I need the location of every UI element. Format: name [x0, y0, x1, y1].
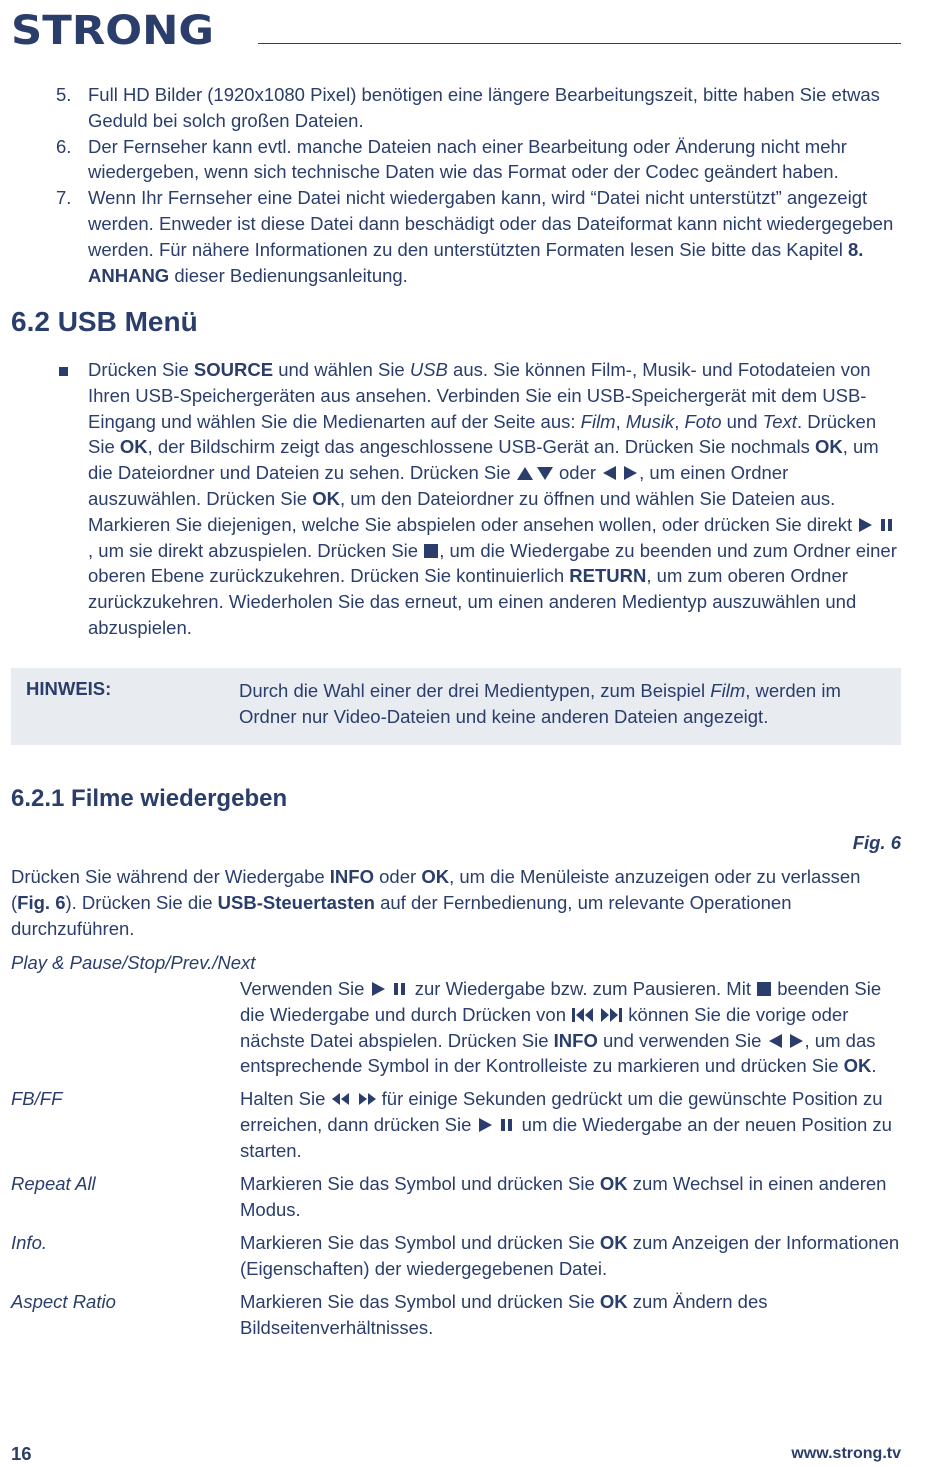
page-number: 16: [11, 1443, 32, 1464]
play-pause-icon: [477, 1117, 517, 1133]
term-play-pause: Play & Pause/Stop/Prev./Next: [11, 952, 256, 973]
prev-next-icon: [571, 1007, 623, 1023]
section-title-usb-menu: 6.2 USB Menü: [11, 306, 198, 337]
list-text: Full HD Bilder (1920x1080 Pixel) benötigen eine längere Bearbeitungszeit, bitte haben Sie etwas Geduld bei solch großen Dateien.: [88, 84, 880, 131]
section-title-play-films: 6.2.1 Filme wiedergeben: [11, 785, 288, 812]
term-repeat-all: Repeat All: [11, 1173, 96, 1194]
chapter-reference: 8. ANHANG: [88, 238, 864, 286]
list-number: 5.: [56, 84, 72, 105]
header-rule: [258, 43, 901, 44]
note-label: HINWEIS:: [26, 678, 112, 699]
desc-fb-ff: Halten Sie für einige Sekunden gedrückt um die gewünschte Position zu erreichen, dann drücken Sie um die Wiedergabe an der neuen Position zu starten.: [240, 1088, 892, 1161]
list-item: [0, 185, 950, 288]
list-item: [0, 82, 950, 134]
list-item: [0, 134, 950, 186]
term-info: Info.: [11, 1232, 47, 1253]
website-link[interactable]: www.strong.tv: [791, 1445, 901, 1462]
left-right-arrows-icon: [601, 465, 639, 481]
list-text: Wenn Ihr Fernseher eine Datei nicht wiedergaben kann, wird “Datei nicht unterstützt” angezeigt werden. Enweder ist diese Datei dann beschädigt oder das Dateiformat kann nicht wiedergegeben werden. Für nähere Informationen zu den unterstützten Formaten lesen Sie bitte das Kapitel 8. ANHANG dieser Bedienungsanleitung.: [88, 187, 894, 286]
up-down-arrows-icon: [516, 465, 554, 481]
play-pause-icon: [857, 517, 897, 533]
strong-logo: [11, 10, 216, 50]
stop-icon: [423, 543, 439, 559]
desc-repeat-all: Markieren Sie das Symbol und drücken Sie OK zum Wechsel in einen anderen Modus.: [240, 1173, 887, 1220]
rewind-forward-icon: [331, 1091, 377, 1107]
note-box: [11, 668, 901, 745]
stop-icon: [756, 981, 772, 997]
figure-reference: Fig. 6: [852, 832, 901, 853]
term-fb-ff: FB/FF: [11, 1088, 63, 1109]
logo-text: STRONG: [11, 10, 214, 50]
play-pause-icon: [370, 981, 410, 997]
left-right-arrows-icon: [767, 1033, 805, 1049]
usb-instructions: [0, 357, 950, 641]
numbered-list: [0, 82, 950, 288]
desc-aspect-ratio: Markieren Sie das Symbol und drücken Sie OK zum Ändern des Bildseitenverhältnisses.: [240, 1291, 768, 1338]
note-text: Durch die Wahl einer der drei Medientypen, zum Beispiel Film, werden im Ordner nur Video-Dateien und keine anderen Dateien angezeigt.: [239, 680, 841, 727]
bullet-marker: [59, 367, 68, 376]
list-number: 6.: [56, 135, 72, 157]
usb-paragraph: Drücken Sie SOURCE und wählen Sie USB aus. Sie können Film-, Musik- und Fotodateien von Ihren USB-Speichergeräten aus ansehen. Verbinden Sie ein USB-Speichergerät mit dem USB-Eingang und wählen Sie die Medienarten auf der Seite aus: Film, Musik, Foto und Text. Drücken Sie OK, der Bildschirm zeigt das angeschlossene USB-Gerät an. Drücken Sie nochmals OK, um die Dateiordner und Dateien zu sehen. Drücken Sie oder , um einen Ordner auszuwählen. Drücken Sie OK, um den Dateiordner zu öffnen und wählen Sie Dateien aus. Markieren Sie diejenigen, welche Sie abspielen oder ansehen wollen, oder drücken Sie direkt , um sie direkt abzuspielen. Drücken Sie , um die Wiedergabe zu beenden und zum Ordner einer oberen Ebene zurückzukehren. Drücken Sie kontinuierlich RETURN, um zum oberen Ordner zurückzukehren. Wiederholen Sie das erneut, um einen anderen Medientyp auszuwählen und abzuspielen.: [88, 359, 897, 638]
desc-play-pause: Verwenden Sie zur Wiedergabe bzw. zum Pausieren. Mit beenden Sie die Wiedergabe und durch Drücken von können Sie die vorige oder nächste Datei abspielen. Drücken Sie INFO und verwenden Sie , um das entsprechende Symbol in der Kontrolleiste zu markieren und drücken Sie OK.: [240, 978, 882, 1077]
intro-paragraph: Drücken Sie während der Wiedergabe INFO oder OK, um die Menüleiste anzuzeigen oder zu verlassen (Fig. 6). Drücken Sie die USB-Steuertasten auf der Fernbedienung, um relevante Operationen durchzuführen.: [11, 866, 861, 939]
term-aspect-ratio: Aspect Ratio: [11, 1291, 116, 1312]
list-number: 7.: [56, 187, 72, 209]
list-text: Der Fernseher kann evtl. manche Dateien nach einer Bearbeitung oder Änderung nicht mehr wiedergeben, wenn sich technische Daten wie das Format oder der Codec geändert haben.: [88, 135, 847, 183]
desc-info: Markieren Sie das Symbol und drücken Sie OK zum Anzeigen der Informationen (Eigenschaften) der wiedergegebenen Datei.: [240, 1232, 900, 1279]
